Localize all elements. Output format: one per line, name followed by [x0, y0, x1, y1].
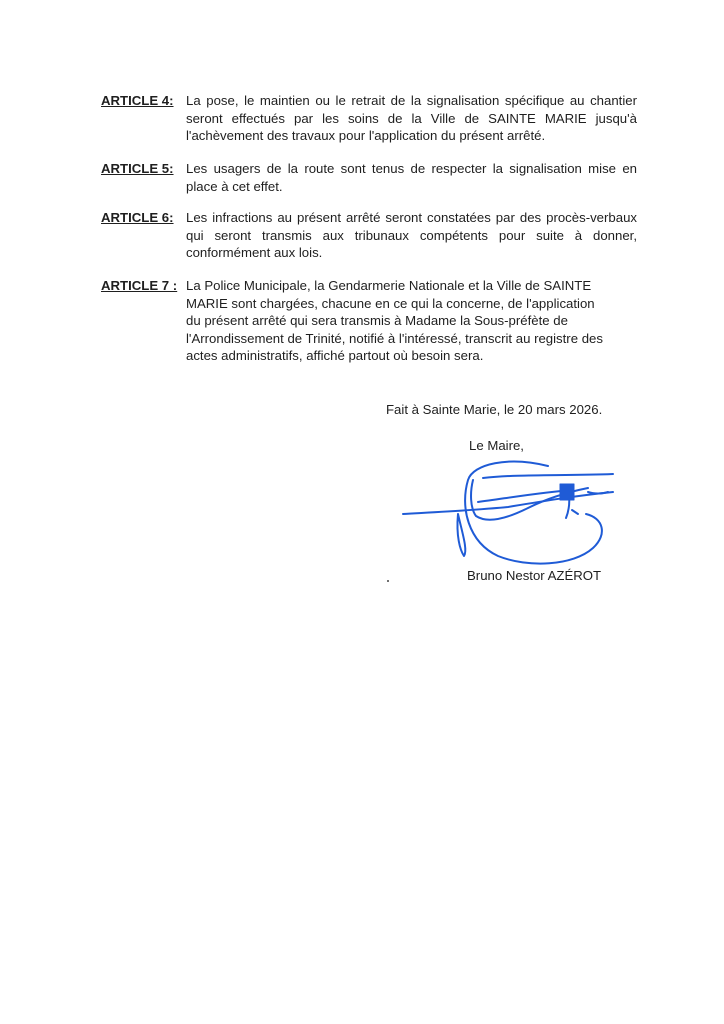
signature-stroke: [572, 510, 578, 514]
article-4-label: ARTICLE 4:: [101, 93, 174, 108]
place-date: Fait à Sainte Marie, le 20 mars 2026.: [386, 402, 603, 417]
article-6-text: Les infractions au présent arrêté seront constatées par des procès-verbaux qui seront transmis aux tribunaux compétents pour suite à donner, conformément aux lois.: [186, 210, 637, 260]
signature-stroke: [403, 492, 613, 514]
article-7: [101, 277, 637, 365]
article-6: [101, 209, 637, 262]
article-5-text: Les usagers de la route sont tenus de respecter la signalisation mise en place à cet effet.: [186, 161, 637, 194]
signature-icon: [398, 452, 624, 570]
signature-stroke: [483, 474, 613, 478]
article-5: [101, 160, 637, 195]
article-6-label: ARTICLE 6:: [101, 210, 174, 225]
article-7-text: La Police Municipale, la Gendarmerie Nationale et la Ville de SAINTE MARIE sont chargées, chacune en ce qui la concerne, de l'application du présent arrêté qui sera transmis à Madame la Sous-préfète de l'Arrondissement de Trinité, notifié à l'intéressé, transcrit au registre des actes administratifs, affiché partout où besoin sera.: [186, 278, 603, 363]
signature-stroke: [457, 514, 465, 556]
signature-stroke: [588, 492, 608, 494]
signer-name: Bruno Nestor AZÉROT: [467, 568, 602, 583]
signature-stroke: [560, 484, 574, 500]
article-4-text: La pose, le maintien ou le retrait de la signalisation spécifique au chantier seront effectués par les soins de la Ville de SAINTE MARIE jusqu'à l'achèvement des travaux pour l'application du présent arrêté.: [186, 93, 637, 143]
article-5-label: ARTICLE 5:: [101, 161, 174, 176]
scan-speck: [387, 580, 389, 582]
signer-role: Le Maire,: [469, 438, 524, 453]
article-4: [101, 92, 637, 145]
article-7-label: ARTICLE 7 :: [101, 278, 178, 293]
